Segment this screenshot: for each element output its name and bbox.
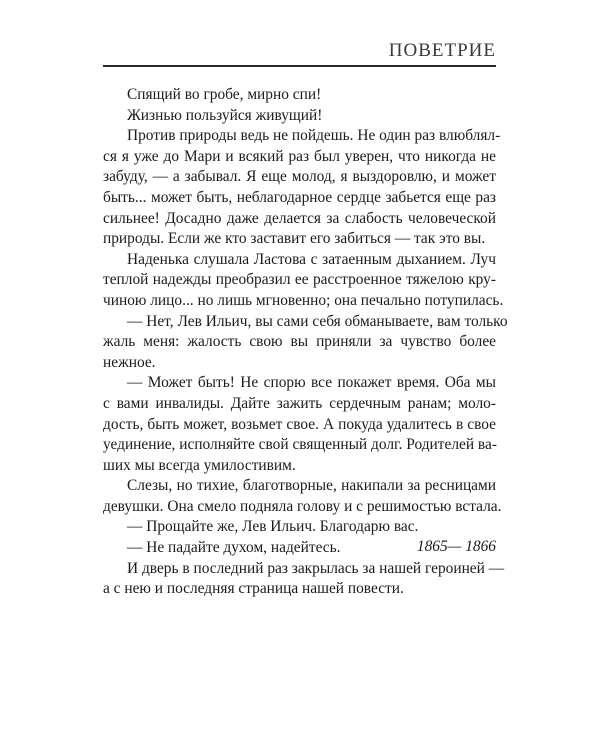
verse-line: Жизнью пользуйся живущий! <box>127 106 323 124</box>
verse-line: Спящий во гробе, мирно спи! <box>127 86 322 103</box>
paragraph-line: ших мы всегда умилостивим. <box>103 456 296 474</box>
paragraph-line: И дверь в последний раз закрылась за нашей героиней — <box>127 559 505 577</box>
paragraph-line: ся я уже до Мари и всякий раз был уверен, что никогда не <box>103 147 496 165</box>
paragraph-line: сильнее! Досадно даже делается за слабость человеческой <box>103 209 496 227</box>
date-signature: 1865— 1866 <box>416 538 496 555</box>
paragraph-line: уединение, исполняйте свой священный долг. Родителей ва- <box>103 436 497 454</box>
paragraph-line: жаль меня: жалость свою вы приняли за чувство более <box>103 333 496 351</box>
paragraph-line: Слезы, но тихие, благотворные, накипали за ресницами <box>127 477 496 495</box>
paragraph-line: девушки. Она смело подняла голову и с решимостью встала. <box>103 497 502 515</box>
header-rule <box>103 65 496 67</box>
paragraph-line: чиною лицо... но лишь мгновенно; она печально потупилась. <box>103 291 504 309</box>
paragraph-line: быть... может быть, неблагодарное сердце забьется еще раз <box>103 188 496 206</box>
paragraph-line: — Прощайте же, Лев Ильич. Благодарю вас. <box>127 518 419 536</box>
paragraph-line: Против природы ведь не пойдешь. Не один раз влюблял- <box>127 127 501 145</box>
paragraph-line: — Нет, Лев Ильич, вы сами себя обманываете, вам только <box>127 312 508 330</box>
paragraph-line: с вами инвалиды. Дайте зажить сердечным ранам; моло- <box>103 394 496 412</box>
paragraph-line: забуду, — а забывал. Я еще молод, я выздоровлю, и может <box>103 168 496 186</box>
paragraph-line: Наденька слушала Ластова с затаенным дыханием. Луч <box>127 250 496 268</box>
paragraph-line: теплой надежды преобразил ее расстроенное тяжелою кру- <box>103 271 496 289</box>
paragraph-line: дость, быть может, возьмет свое. А покуда удалитесь в свое <box>103 415 496 433</box>
paragraph-line: нежное. <box>103 353 156 371</box>
paragraph-line: — Может быть! Не спорю все покажет время. Оба мы <box>127 374 496 392</box>
running-title: ПОВЕТРИЕ <box>388 40 496 61</box>
paragraph-line: — Не падайте духом, надейтесь. <box>127 539 341 557</box>
body-text <box>103 85 508 600</box>
paragraph-line: а с нею и последняя страница нашей повести. <box>103 580 404 598</box>
paragraph-line: природы. Если же кто заставит его забиться — так это вы. <box>103 230 486 248</box>
